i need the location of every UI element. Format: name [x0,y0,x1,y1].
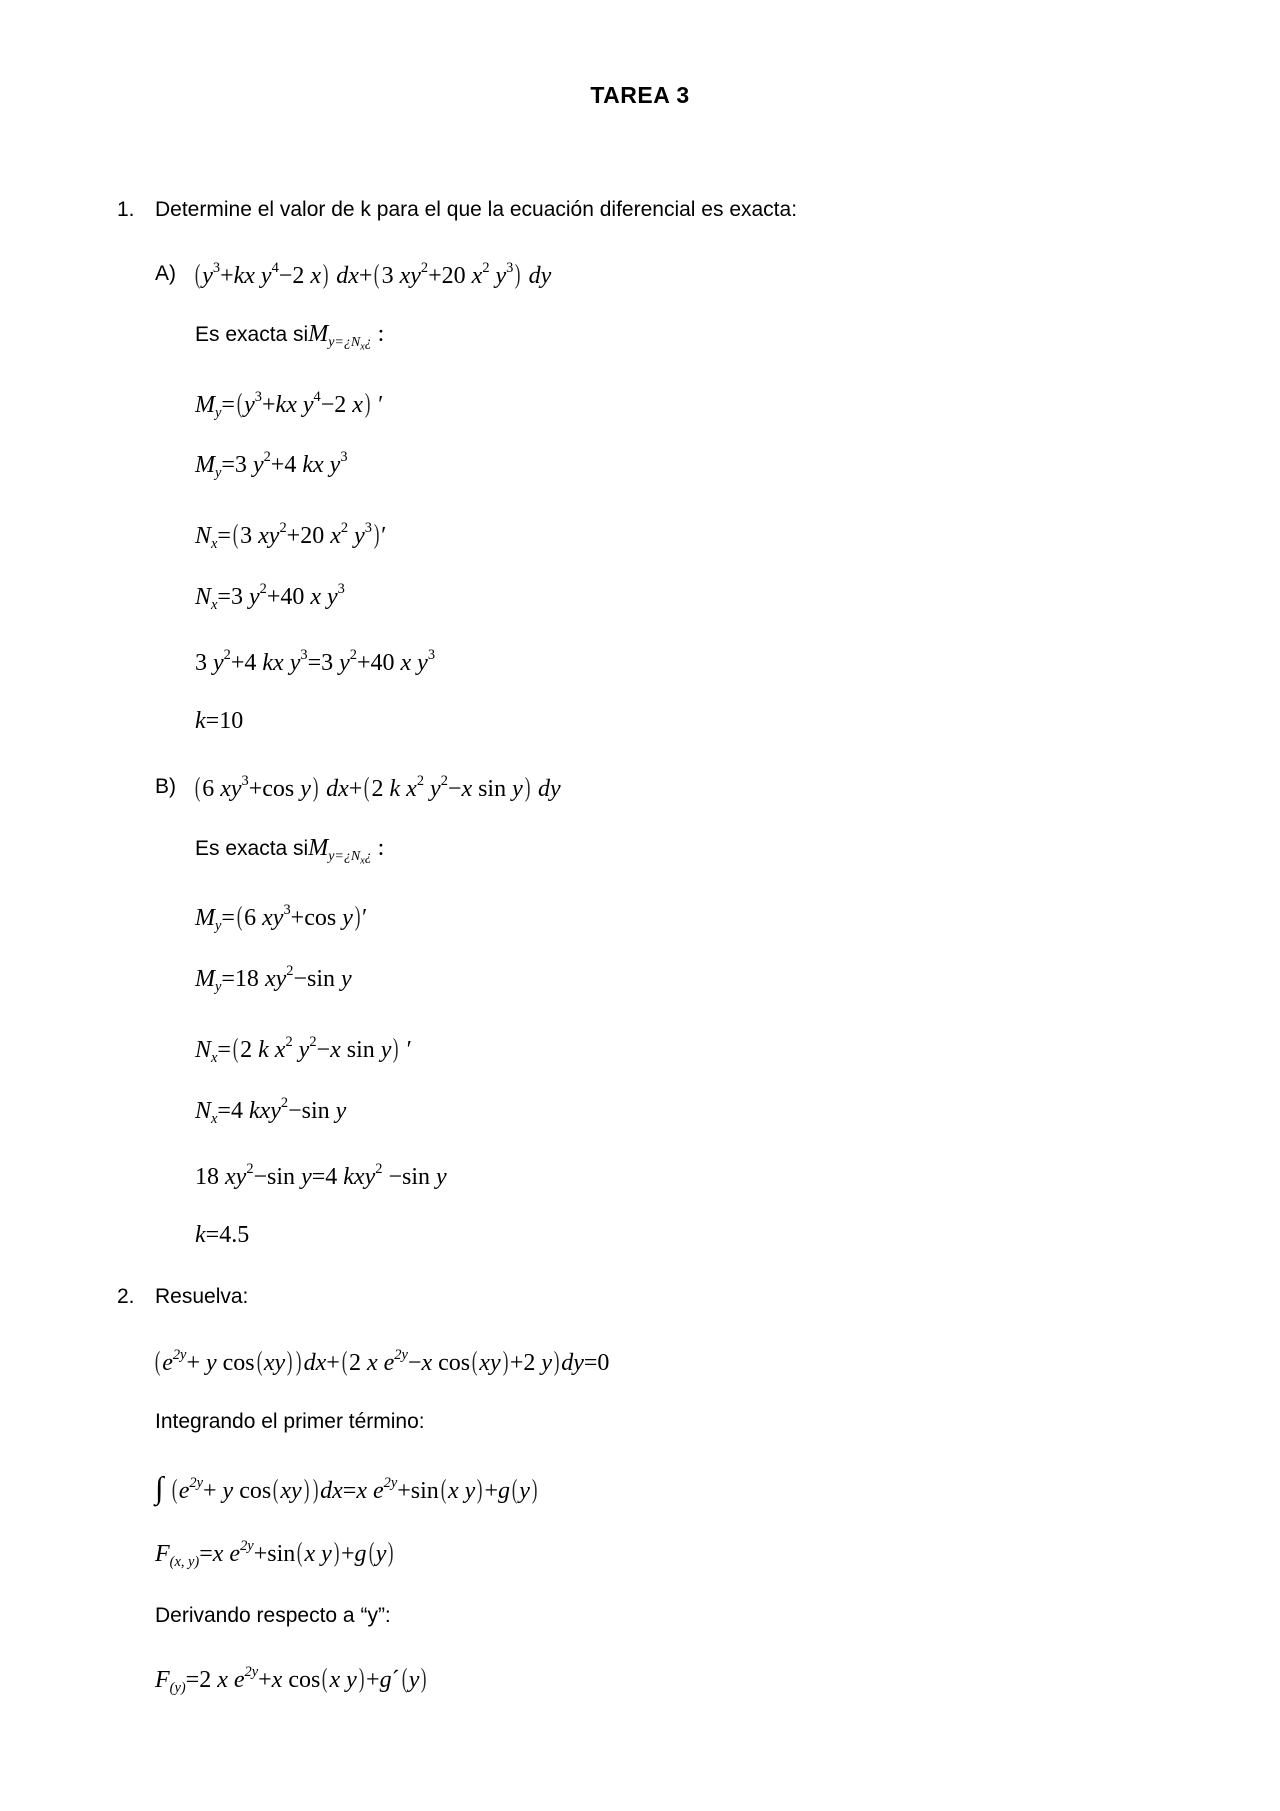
part-a-equation: ($y^3+kx$ $y^4-2$ x) dx+(3 $xy^2+20$ $x^2$ $y^3$) dy [194,258,552,289]
part-a-step-5: 3 $y^2+4$ kx $y^3=3$ $y^2+40$ x $y^3$ [195,647,436,676]
item-2-equation: ($e^{2y}+ y$ cos(xy) )dx+(2 x $e^{2y}-x$ cos(xy)+2 y)dy=0 [154,1345,610,1376]
text-deriving: Derivando respecto a “y”: [155,1604,391,1627]
part-b-condition: Es exacta siM$_{y=¿N_x¿}$ : [195,835,385,867]
integral-expression: ∫ ($e^{2y}+ y$ cos(xy) )dx=x $e^{2y}+\sin(x$ y)+g(y) [155,1470,538,1505]
part-b-label: B) [155,775,176,798]
part-b-step-2: $M_y=18$ $xy^2-\sin$ y [195,963,352,996]
part-b-step-4: $N_x=4$ kxy$^2$−sin y [195,1095,347,1128]
item-1-number: 1. [117,198,135,221]
document-title: TAREA 3 [590,82,690,108]
part-a-step-2: $M_y=3$ $y^2+4$ kx $y^3$ [195,449,348,482]
part-a-result: k=10 [195,708,244,734]
part-a-condition-text: Es exacta si [195,323,309,346]
part-b-equation: (6 $xy^3+\cos$ y) dx+(2 k $x^2$ $y^2-x$ sin y) dy [194,771,561,802]
item-2-prompt: Resuelva: [155,1285,249,1308]
item-1-prompt: Determine el valor de k para el que la ecuación diferencial es exacta: [155,198,798,221]
part-a-step-1: $M_y=(y^3+kx$ $y^4-2$ x) ′ [195,387,384,422]
f-xy-expression: $F_{(x, y)}=x$ $e^{2y}+\sin(x$ y)+g(y) [155,1536,394,1571]
part-b-result: k=4.5 [195,1222,250,1248]
f-y-expression: $F_{(y)}=2$ x $e^{2y}+x$ cos(x y)+g´(y) [155,1662,427,1697]
part-b-step-3: $N_x=(2$ k $x^2$ $y^2-x$ sin y) ′ [195,1032,412,1067]
part-b-step-5: 18 $xy^2-\sin$ y=4 kxy$^2$ −sin y [195,1161,447,1190]
part-b-condition-text: Es exacta si [195,837,309,860]
part-b-step-1: $M_y=(6$ $xy^3+\cos$ y)′ [195,900,368,935]
part-a-label: A) [155,262,176,285]
text-integrating: Integrando el primer término: [155,1410,425,1433]
part-a-step-3: $N_x=(3$ $xy^2+20$ $x^2$ $y^3)'$ [195,518,387,553]
part-a-step-4: $N_x=3$ $y^2+40$ x $y^3$ [195,581,345,614]
part-a-condition: Es exacta siM$_{y=¿N_x¿}$ : [195,321,385,353]
item-2-number: 2. [117,1285,135,1308]
